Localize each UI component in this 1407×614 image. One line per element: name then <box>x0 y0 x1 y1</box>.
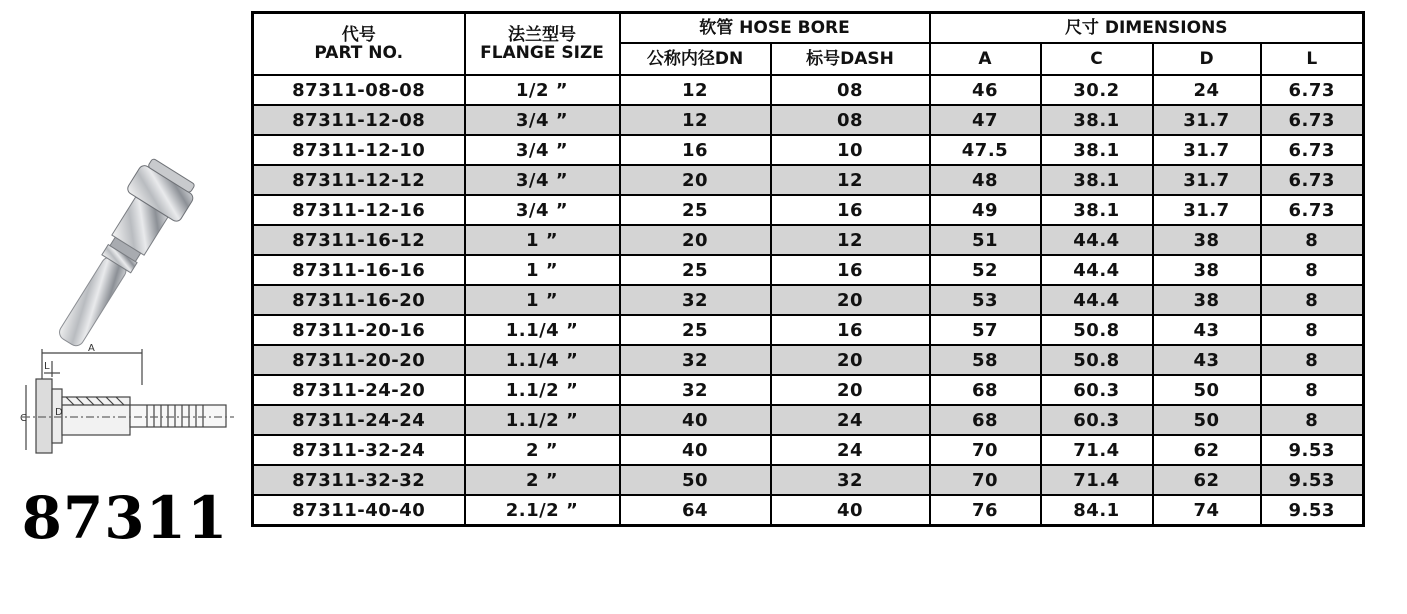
header-dimensions: 尺寸 DIMENSIONS <box>930 13 1364 44</box>
cell-dash: 20 <box>771 375 930 405</box>
cell-dim-l: 8 <box>1261 375 1364 405</box>
cell-part-no: 87311-08-08 <box>253 75 465 105</box>
cell-part-no: 87311-12-08 <box>253 105 465 135</box>
cell-dim-a: 49 <box>930 195 1041 225</box>
cell-dim-l: 8 <box>1261 345 1364 375</box>
cell-dn: 32 <box>620 375 771 405</box>
cell-dim-c: 50.8 <box>1041 345 1153 375</box>
table-row <box>253 315 1364 345</box>
cell-flange-size: 1.1/2 ” <box>465 405 620 435</box>
cell-dim-a: 58 <box>930 345 1041 375</box>
cell-dim-d: 31.7 <box>1153 165 1261 195</box>
cell-dim-a: 48 <box>930 165 1041 195</box>
cell-flange-size: 2 ” <box>465 435 620 465</box>
cell-dn: 20 <box>620 165 771 195</box>
cell-dim-d: 50 <box>1153 405 1261 435</box>
header-d: D <box>1153 43 1261 75</box>
cell-dn: 50 <box>620 465 771 495</box>
diagram-label-l: L <box>44 361 50 372</box>
cell-part-no: 87311-24-20 <box>253 375 465 405</box>
fitting-drawing <box>22 345 237 465</box>
cell-dim-d: 24 <box>1153 75 1261 105</box>
cell-dn: 64 <box>620 495 771 526</box>
cell-part-no: 87311-12-12 <box>253 165 465 195</box>
cell-dim-l: 8 <box>1261 315 1364 345</box>
header-flange-cn: 法兰型号 <box>508 25 576 45</box>
cell-dn: 25 <box>620 195 771 225</box>
cell-dn: 25 <box>620 315 771 345</box>
cell-part-no: 87311-40-40 <box>253 495 465 526</box>
cell-dim-d: 50 <box>1153 375 1261 405</box>
cell-dim-c: 84.1 <box>1041 495 1153 526</box>
table-row <box>253 105 1364 135</box>
cell-part-no: 87311-16-12 <box>253 225 465 255</box>
cell-flange-size: 1.1/4 ” <box>465 315 620 345</box>
cell-dim-c: 38.1 <box>1041 135 1153 165</box>
cell-dim-l: 8 <box>1261 255 1364 285</box>
cell-dn: 20 <box>620 225 771 255</box>
diagram-label-c: C <box>20 413 27 424</box>
cell-dn: 16 <box>620 135 771 165</box>
cell-dim-d: 31.7 <box>1153 195 1261 225</box>
cell-dim-l: 8 <box>1261 285 1364 315</box>
header-c: C <box>1041 43 1153 75</box>
diagram-label-d: D <box>55 407 63 418</box>
cell-flange-size: 3/4 ” <box>465 165 620 195</box>
table-row <box>253 285 1364 315</box>
cell-dim-a: 70 <box>930 465 1041 495</box>
cell-flange-size: 3/4 ” <box>465 105 620 135</box>
product-panel <box>0 0 250 614</box>
cell-dim-a: 76 <box>930 495 1041 526</box>
cell-dn: 12 <box>620 105 771 135</box>
cell-part-no: 87311-32-24 <box>253 435 465 465</box>
header-a: A <box>930 43 1041 75</box>
table-row <box>253 135 1364 165</box>
table-row <box>253 195 1364 225</box>
cell-dash: 16 <box>771 315 930 345</box>
cell-dash: 10 <box>771 135 930 165</box>
cell-flange-size: 1 ” <box>465 255 620 285</box>
cell-part-no: 87311-12-10 <box>253 135 465 165</box>
cell-dim-c: 44.4 <box>1041 225 1153 255</box>
cell-part-no: 87311-12-16 <box>253 195 465 225</box>
cell-dash: 12 <box>771 225 930 255</box>
header-part-no <box>253 13 465 76</box>
cell-dim-a: 68 <box>930 375 1041 405</box>
cell-dim-l: 6.73 <box>1261 195 1364 225</box>
cell-dim-c: 38.1 <box>1041 105 1153 135</box>
cell-dim-a: 47 <box>930 105 1041 135</box>
spec-table-body <box>253 75 1364 526</box>
cell-flange-size: 1 ” <box>465 285 620 315</box>
cell-dash: 16 <box>771 195 930 225</box>
cell-flange-size: 1.1/2 ” <box>465 375 620 405</box>
cell-dim-l: 9.53 <box>1261 495 1364 526</box>
cell-part-no: 87311-20-16 <box>253 315 465 345</box>
cell-part-no: 87311-32-32 <box>253 465 465 495</box>
cell-dim-c: 71.4 <box>1041 465 1153 495</box>
table-row <box>253 465 1364 495</box>
cell-dash: 20 <box>771 345 930 375</box>
cell-part-no: 87311-16-16 <box>253 255 465 285</box>
cell-dn: 25 <box>620 255 771 285</box>
table-row <box>253 375 1364 405</box>
cell-dim-d: 38 <box>1153 285 1261 315</box>
cell-dim-d: 31.7 <box>1153 135 1261 165</box>
cell-dim-a: 52 <box>930 255 1041 285</box>
cell-dim-l: 6.73 <box>1261 165 1364 195</box>
header-dash: 标号DASH <box>771 43 930 75</box>
table-row <box>253 165 1364 195</box>
spec-table <box>251 11 1365 527</box>
cell-dim-l: 8 <box>1261 405 1364 435</box>
diagram-label-a: A <box>88 343 95 354</box>
cell-flange-size: 1.1/4 ” <box>465 345 620 375</box>
cell-dim-a: 68 <box>930 405 1041 435</box>
cell-dim-c: 38.1 <box>1041 195 1153 225</box>
cell-dim-c: 60.3 <box>1041 375 1153 405</box>
header-part-no-en: PART NO. <box>314 43 404 63</box>
cell-dash: 40 <box>771 495 930 526</box>
cell-dim-c: 44.4 <box>1041 255 1153 285</box>
cell-dim-a: 47.5 <box>930 135 1041 165</box>
table-row <box>253 225 1364 255</box>
cell-dim-d: 43 <box>1153 345 1261 375</box>
cell-flange-size: 1 ” <box>465 225 620 255</box>
cell-dash: 12 <box>771 165 930 195</box>
cell-flange-size: 3/4 ” <box>465 195 620 225</box>
header-l: L <box>1261 43 1364 75</box>
cell-dim-d: 31.7 <box>1153 105 1261 135</box>
cell-part-no: 87311-20-20 <box>253 345 465 375</box>
cell-dim-d: 74 <box>1153 495 1261 526</box>
table-row <box>253 495 1364 526</box>
cell-dim-c: 50.8 <box>1041 315 1153 345</box>
cell-dn: 12 <box>620 75 771 105</box>
table-row <box>253 345 1364 375</box>
cell-dash: 08 <box>771 105 930 135</box>
cell-dn: 40 <box>620 405 771 435</box>
cell-dash: 16 <box>771 255 930 285</box>
cell-dn: 40 <box>620 435 771 465</box>
cell-dim-c: 60.3 <box>1041 405 1153 435</box>
cell-dim-c: 38.1 <box>1041 165 1153 195</box>
cell-dash: 08 <box>771 75 930 105</box>
cell-dim-d: 38 <box>1153 255 1261 285</box>
cell-dim-l: 6.73 <box>1261 105 1364 135</box>
cell-dim-l: 6.73 <box>1261 135 1364 165</box>
model-number: 87311 <box>21 484 229 552</box>
cell-flange-size: 2 ” <box>465 465 620 495</box>
cell-dim-a: 46 <box>930 75 1041 105</box>
cell-dim-d: 62 <box>1153 435 1261 465</box>
cell-flange-size: 3/4 ” <box>465 135 620 165</box>
fitting-photo <box>25 158 225 338</box>
cell-dash: 24 <box>771 435 930 465</box>
cell-flange-size: 1/2 ” <box>465 75 620 105</box>
cell-dim-a: 57 <box>930 315 1041 345</box>
header-hose-bore: 软管 HOSE BORE <box>620 13 930 44</box>
cell-dim-l: 8 <box>1261 225 1364 255</box>
header-flange-en: FLANGE SIZE <box>480 43 604 63</box>
cell-dn: 32 <box>620 345 771 375</box>
header-part-no-cn: 代号 <box>341 25 376 45</box>
cell-flange-size: 2.1/2 ” <box>465 495 620 526</box>
table-row <box>253 75 1364 105</box>
cell-dim-c: 30.2 <box>1041 75 1153 105</box>
cell-dim-l: 9.53 <box>1261 435 1364 465</box>
table-row <box>253 255 1364 285</box>
cell-dim-l: 6.73 <box>1261 75 1364 105</box>
cell-dim-c: 44.4 <box>1041 285 1153 315</box>
header-dn: 公称内径DN <box>620 43 771 75</box>
cell-dim-l: 9.53 <box>1261 465 1364 495</box>
cell-dn: 32 <box>620 285 771 315</box>
cell-dim-a: 51 <box>930 225 1041 255</box>
cell-dim-d: 62 <box>1153 465 1261 495</box>
table-row <box>253 405 1364 435</box>
cell-dash: 32 <box>771 465 930 495</box>
table-row <box>253 435 1364 465</box>
cell-dim-c: 71.4 <box>1041 435 1153 465</box>
cell-part-no: 87311-24-24 <box>253 405 465 435</box>
cell-part-no: 87311-16-20 <box>253 285 465 315</box>
cell-dim-d: 38 <box>1153 225 1261 255</box>
header-flange-size <box>465 13 620 76</box>
cell-dim-a: 53 <box>930 285 1041 315</box>
cell-dim-d: 43 <box>1153 315 1261 345</box>
cell-dash: 24 <box>771 405 930 435</box>
cell-dim-a: 70 <box>930 435 1041 465</box>
cell-dash: 20 <box>771 285 930 315</box>
